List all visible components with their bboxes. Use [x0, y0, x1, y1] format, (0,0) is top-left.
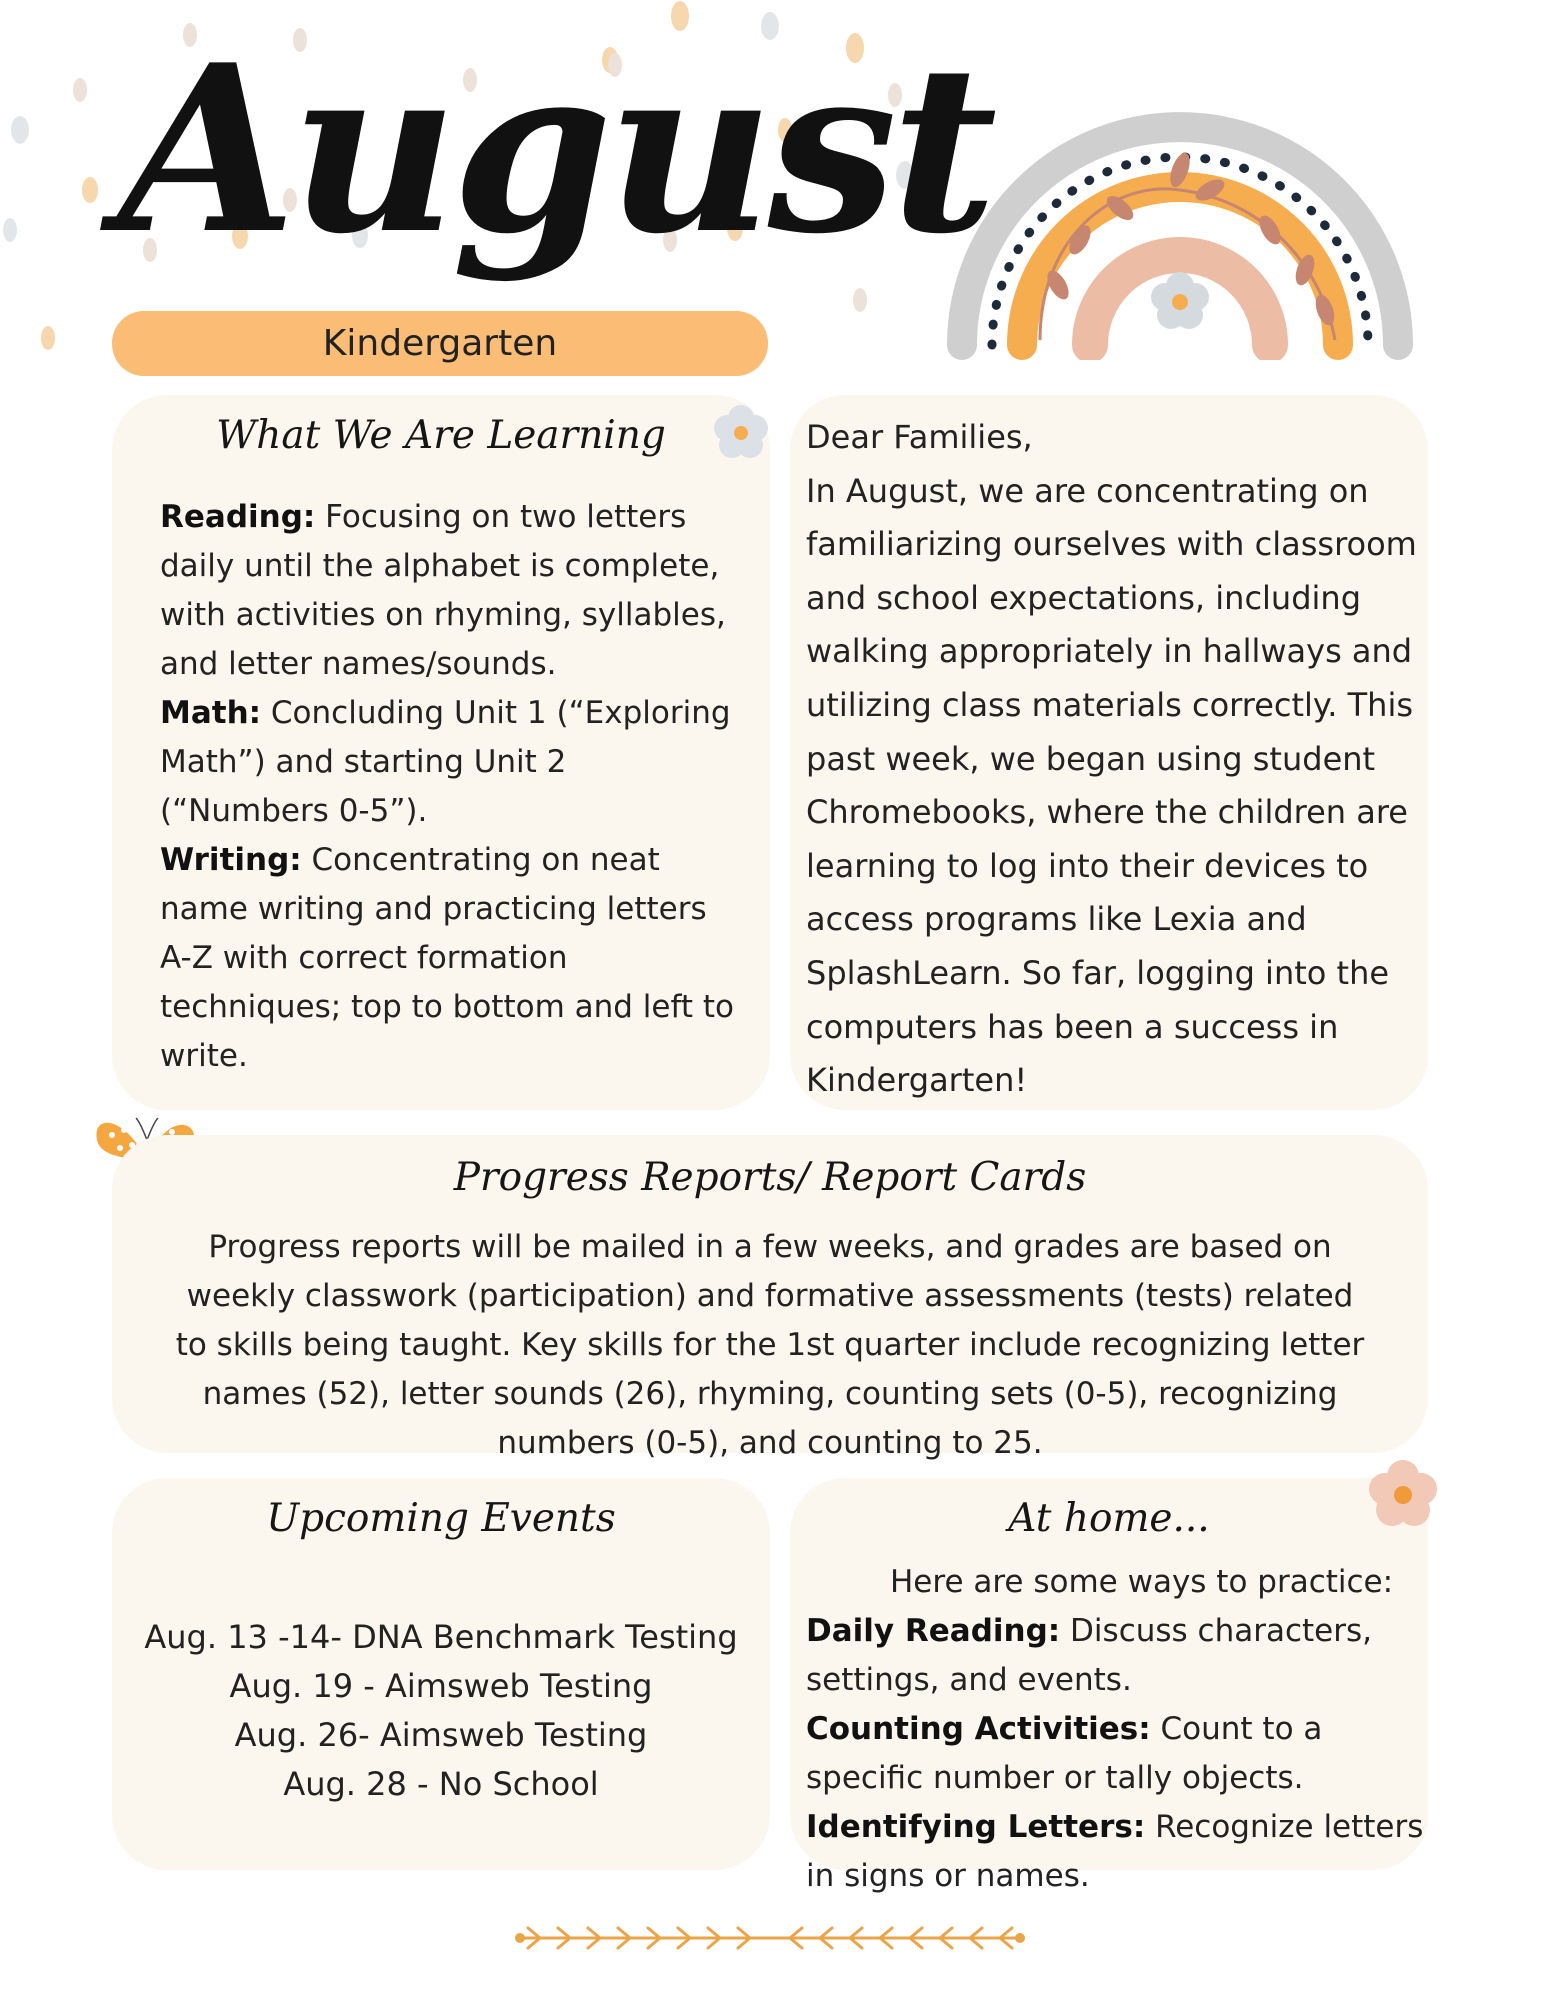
rainbow-illustration: [940, 40, 1420, 360]
home-item-text: Discuss characters, settings, and events.: [806, 1613, 1372, 1698]
learning-card: [112, 395, 770, 1110]
event-item: Aug. 13 -14- DNA Benchmark Testing: [144, 1618, 738, 1656]
event-item: Aug. 26- Aimsweb Testing: [234, 1716, 648, 1754]
progress-heading: Progress Reports/ Report Cards: [453, 1155, 1087, 1200]
vine-divider: [515, 1920, 1025, 1956]
progress-card: [112, 1135, 1428, 1461]
home-item-counting: [806, 1705, 1426, 1803]
home-item-label: Counting Activities:: [806, 1711, 1151, 1747]
home-item-text: Count to a specific number or tally objects.: [806, 1711, 1323, 1796]
letter-body: In August, we are concentrating on familiarizing ourselves with classroom and school expectations, including walking appropriately in hallways and utilizing class materials correctly. This past week, we began using student Chromebooks, where the children are learning to log into their devices to access programs like Lexia and SplashLearn. So far, logging into the computers has been a success in Kindergarten!: [806, 471, 1417, 1100]
learning-item-writing: [160, 836, 740, 1081]
grade-banner: Kindergarten: [112, 311, 768, 376]
letter-greeting: Dear Families,: [806, 418, 1033, 456]
event-item: Aug. 19 - Aimsweb Testing: [229, 1667, 653, 1705]
learning-item-label: Reading:: [160, 499, 316, 535]
letter-card: [790, 395, 1428, 1110]
event-item: Aug. 28 - No School: [283, 1765, 599, 1803]
flower-icon: [1360, 1452, 1446, 1538]
flower-icon: [706, 398, 776, 468]
learning-item-reading: [160, 493, 740, 689]
learning-item-text: Concentrating on neat name writing and practicing letters A-Z with correct formation techniques; top to bottom and left to write.: [160, 842, 734, 1074]
home-card: [790, 1478, 1428, 1894]
home-item-label: Daily Reading:: [806, 1613, 1061, 1649]
home-item-label: Identifying Letters:: [806, 1809, 1146, 1845]
home-item-letters: [806, 1803, 1426, 1901]
learning-item-math: [160, 689, 740, 836]
home-item-reading: [806, 1607, 1426, 1705]
home-intro: Here are some ways to practice:: [890, 1564, 1394, 1600]
page-title: August: [118, 15, 992, 285]
letter-text: [806, 411, 1431, 1108]
learning-item-text: Concluding Unit 1 (“Exploring Math”) and starting Unit 2 (“Numbers 0-5”).: [160, 695, 731, 829]
home-list: [806, 1607, 1426, 1901]
learning-item-text: Focusing on two letters daily until the alphabet is complete, with activities on rhyming, syllables, and letter names/sounds.: [160, 499, 726, 682]
learning-item-label: Writing:: [160, 842, 302, 878]
events-list: [112, 1613, 770, 1809]
events-heading: Upcoming Events: [266, 1496, 616, 1541]
learning-heading: What We Are Learning: [216, 413, 666, 458]
events-card: [112, 1478, 770, 1870]
home-heading: At home...: [1008, 1496, 1210, 1541]
learning-list: [160, 493, 740, 1081]
home-item-text: Recognize letters in signs or names.: [806, 1809, 1424, 1894]
progress-body: Progress reports will be mailed in a few weeks, and grades are based on weekly classwork (participation) and formative assessments (tests) related to skills being taught. Key skills for the 1st quarter include recognizing letter names (52), letter sounds (26), rhyming, counting sets (0-5), recognizing numbers (0-5), and counting to 25.: [175, 1229, 1365, 1461]
learning-item-label: Math:: [160, 695, 262, 731]
